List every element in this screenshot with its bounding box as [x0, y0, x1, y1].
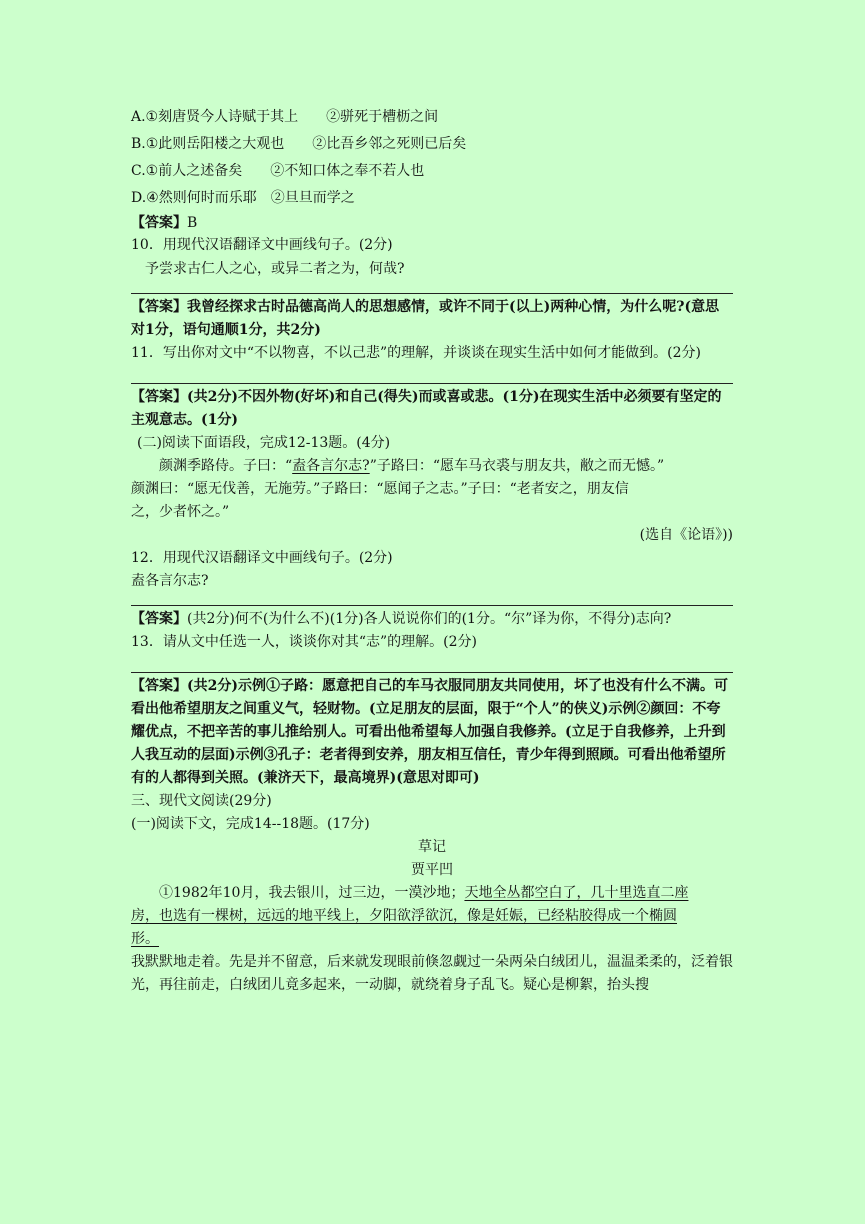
answer-divider [131, 605, 733, 606]
section2-passage-line2: 颜渊曰：“愿无伐善，无施劳。”子路曰：“愿闻子之志。”子曰：“老者安之，朋友信 [131, 481, 629, 497]
q11-answer [131, 386, 733, 432]
answer-divider [131, 383, 733, 384]
essay-title: 草记 [418, 839, 446, 855]
answer-divider [131, 293, 733, 294]
answer-label: 【答案】 [131, 299, 187, 315]
answer-divider [131, 672, 733, 673]
section2-passage-line1 [131, 455, 733, 478]
q13-answer [131, 675, 733, 790]
answer-text: B [187, 215, 198, 231]
essay-paragraph-1 [131, 882, 733, 905]
underlined-sentence: 盍各言尔志? [292, 458, 370, 474]
answer-text: (共2分)何不(为什么不)(1分)各人说说你们的(1分。“尔”译为你，不得分)志向? [187, 611, 672, 627]
q12-question: 12．用现代汉语翻译文中画线句子。(2分) [131, 550, 393, 566]
q12-sentence: 盍各言尔志? [131, 573, 209, 589]
answer-label: 【答案】 [131, 678, 187, 694]
essay-paragraph-1-cont [131, 905, 733, 928]
answer-label: 【答案】 [131, 611, 187, 627]
q12-answer [131, 608, 733, 631]
q10-sentence: 予尝求古仁人之心，或异二者之为，何哉? [145, 261, 405, 277]
section3-heading: 三、现代文阅读(29分) [131, 793, 272, 809]
underlined-sentence: 天地全丛都空白了，几十里选直二座 [464, 885, 689, 901]
q9-option-d: D.④然则何时而乐耶 ②旦旦而学之 [131, 190, 355, 206]
answer-label: 【答案】 [131, 215, 187, 231]
q11-question: 11．写出你对文中“不以物喜，不以己悲”的理解，并谈谈在现实生活中如何才能做到。(2分) [131, 345, 701, 361]
document-content [131, 104, 733, 997]
passage-text: ①1982年10月，我去银川，过三边，一漠沙地； [159, 885, 465, 901]
answer-text: (共2分)示例①子路：愿意把自己的车马衣服同朋友共同使用，坏了也没有什么不满。可看出他希望朋友之间重义气，轻财物。(立足朋友的层面，限于“个人”的侠义)示例②颜回：不夸耀优点，不把辛苦的事儿推给别人。可看出他希望每人加强自我修养。(立足于自我修养，上升到人我互动的层面)示例③孔子：老者得到安养，朋友相互信任，青少年得到照顾。可看出他希望所有的人都得到关照。(兼济天下，最高境界)(意思对即可) [131, 678, 728, 786]
section2-heading: (二)阅读下面语段，完成12-13题。(4分) [137, 435, 391, 451]
q9-option-b: B.①此则岳阳楼之大观也 ②比吾乡邻之死则已后矣 [131, 136, 467, 152]
essay-paragraph-2: 我默默地走着。先是并不留意，后来就发现眼前倏忽觑过一朵两朵白绒团儿，温温柔柔的，泛着银光，再往前走，白绒团儿竟多起来，一动脚，就绕着身子乱飞。疑心是柳絮，抬头搜 [131, 954, 733, 993]
essay-paragraph-1-end [131, 928, 733, 951]
passage-text: ”子路曰：“愿车马衣裘与朋友共，敝之而无憾。” [369, 458, 665, 474]
q10-answer [131, 296, 733, 342]
section3-subheading: (一)阅读下文，完成14--18题。(17分) [131, 816, 370, 832]
q13-question: 13．请从文中任选一人，谈谈你对其“志”的理解。(2分) [131, 634, 477, 650]
q10-question: 10．用现代汉语翻译文中画线句子。(2分) [131, 237, 393, 253]
q9-option-a: A.①刻唐贤今人诗赋于其上 ②骈死于槽枥之间 [131, 109, 439, 125]
passage-text: 颜渊季路侍。子曰：“ [159, 458, 293, 474]
answer-text: 我曾经探求古时品德高尚人的思想感情，或许不同于(以上)两种心情，为什么呢?(意思对1分，语句通顺1分，共2分) [131, 299, 720, 338]
q9-answer [131, 212, 733, 234]
essay-author: 贾平凹 [411, 862, 453, 878]
q9-option-c: C.①前人之述备矣 ②不知口体之奉不若人也 [131, 163, 425, 179]
underlined-sentence: 形。 [131, 931, 159, 947]
section2-source: (选自《论语》)) [639, 527, 733, 543]
section2-passage-line3: 之，少者怀之。” [131, 504, 230, 520]
underlined-sentence: 房，也选有一棵树，远远的地平线上，夕阳欲浮欲沉，像是妊娠，已经粘胶得成一个椭圆 [131, 908, 677, 924]
answer-text: (共2分)不因外物(好坏)和自己(得失)而或喜或悲。(1分)在现实生活中必须要有坚定的主观意志。(1分) [131, 389, 722, 428]
answer-label: 【答案】 [131, 389, 187, 405]
